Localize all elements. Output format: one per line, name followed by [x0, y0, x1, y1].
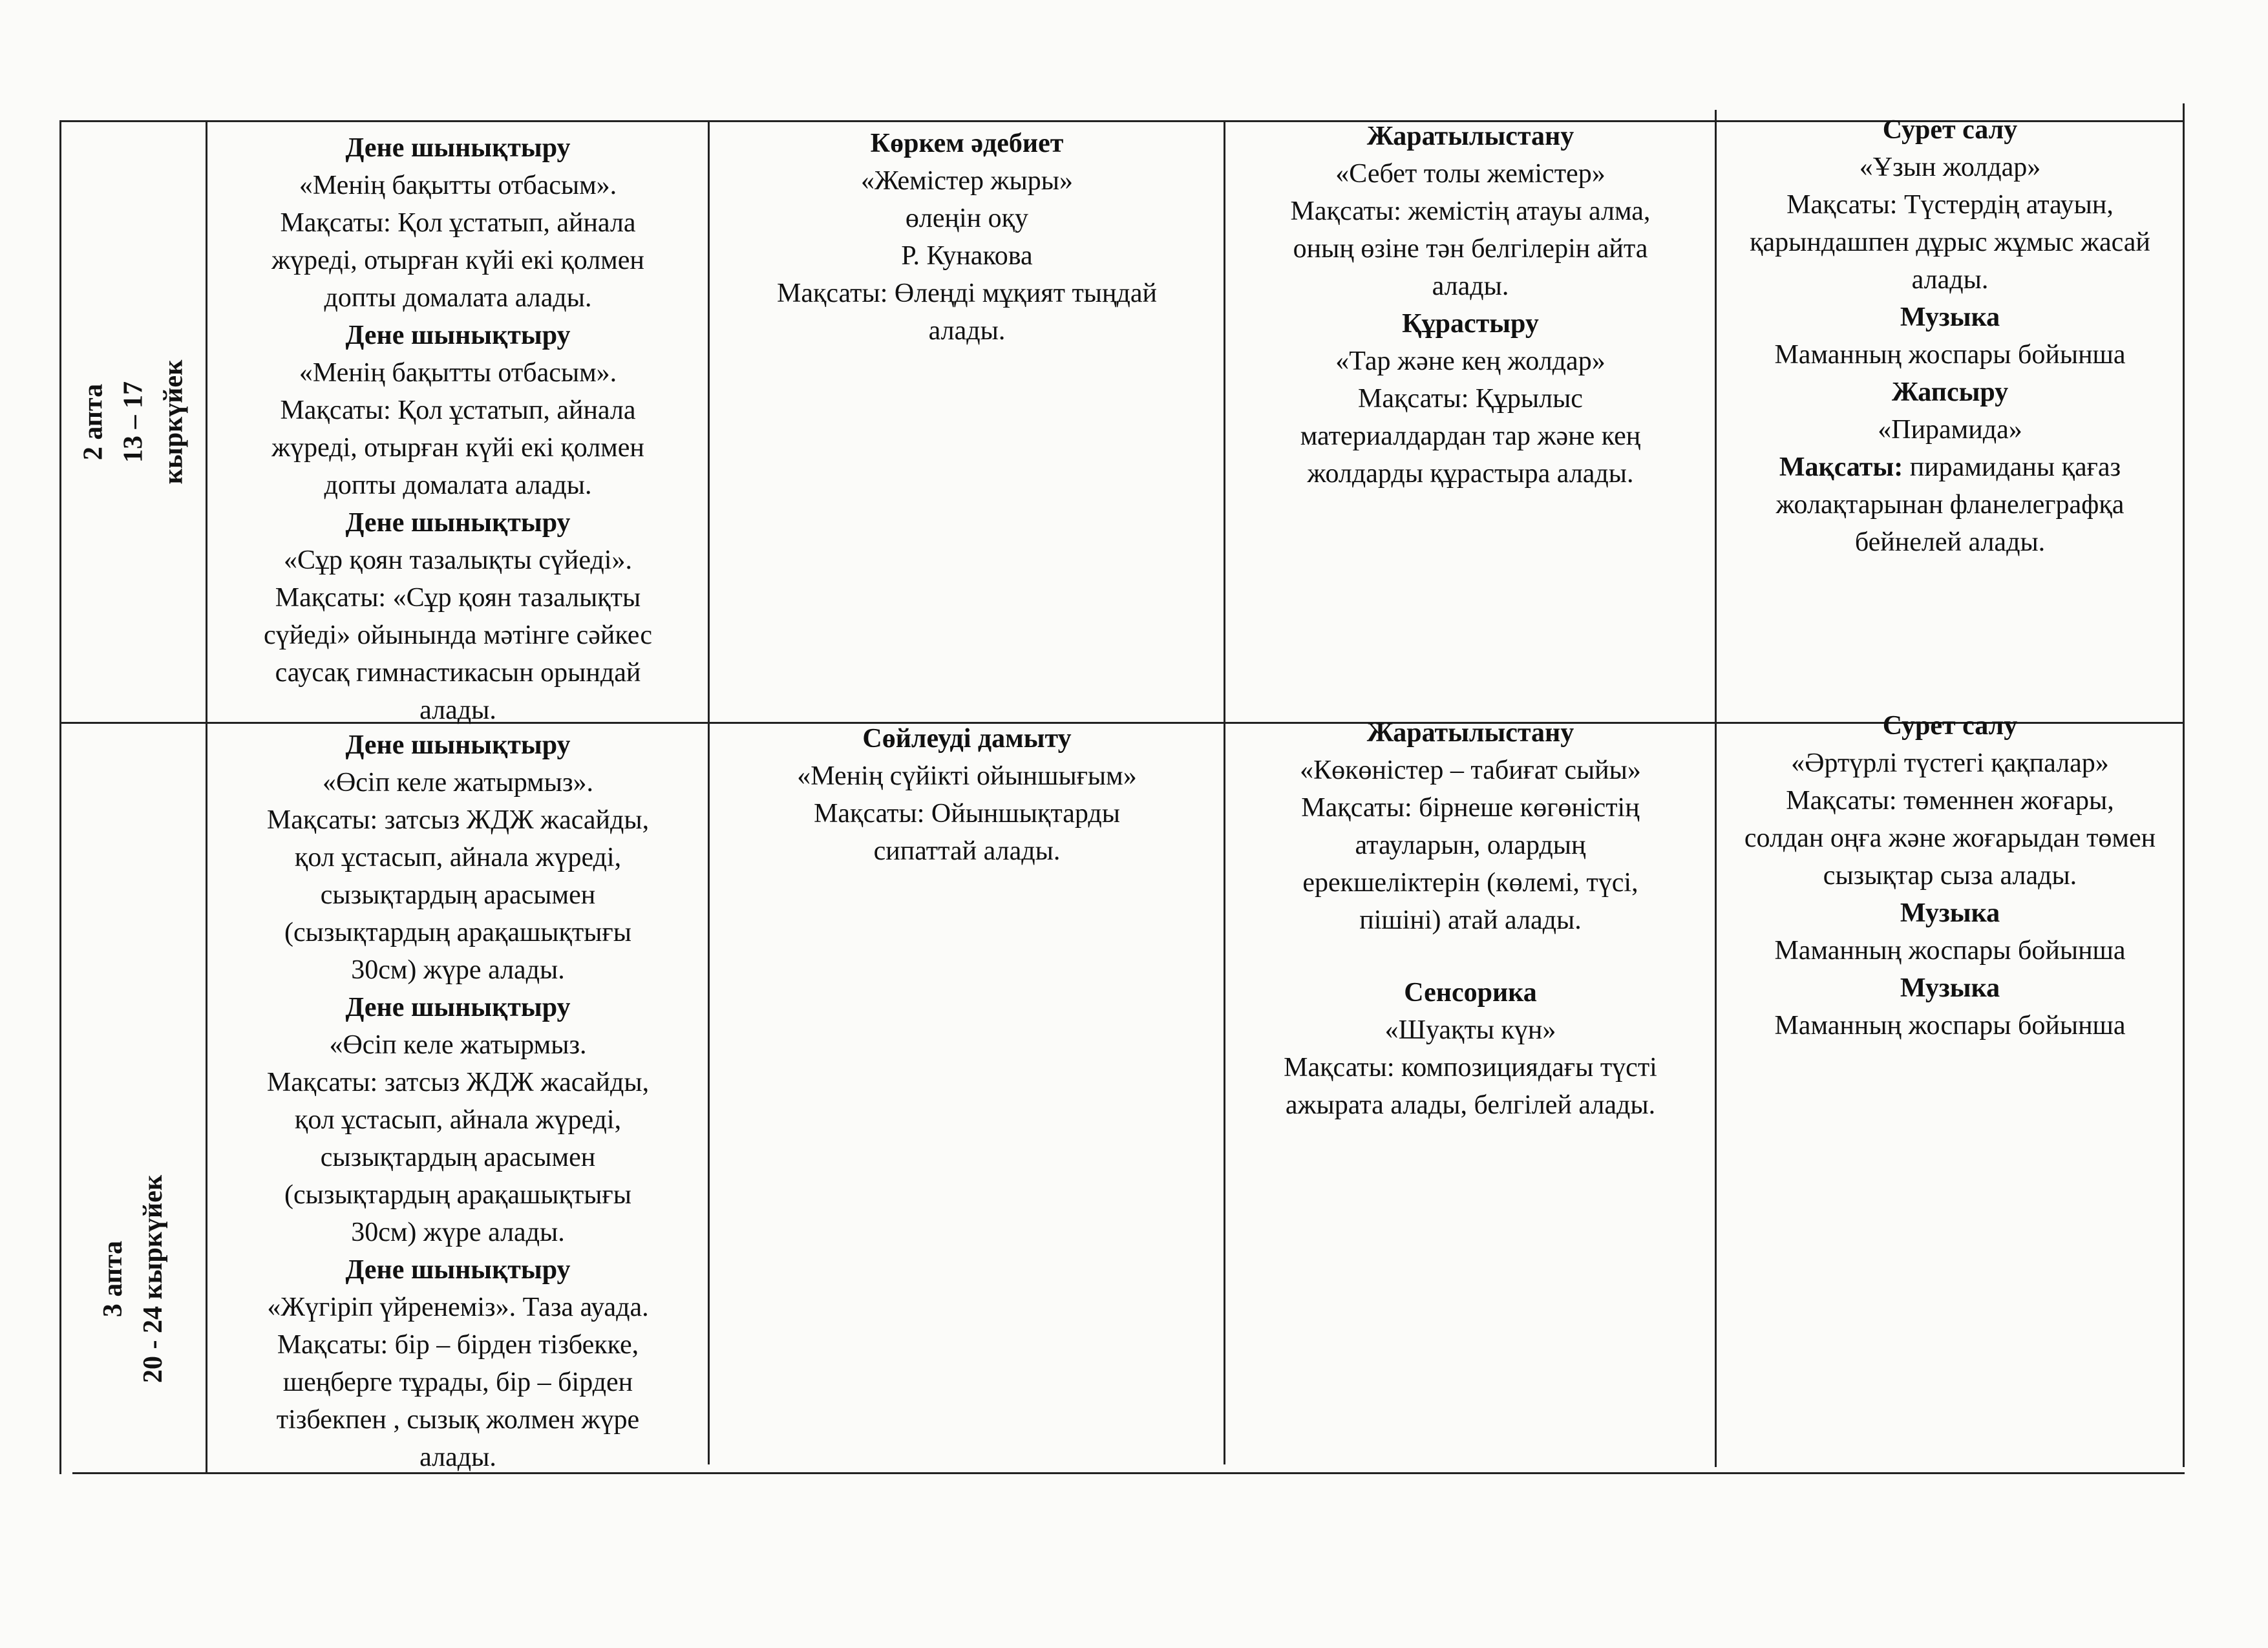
lesson-text-line: қол ұстасып, айнала жүреді,: [294, 843, 622, 872]
lesson-cell: [1226, 118, 1715, 492]
lesson-text-line: Маманның жоспары бойынша: [1774, 936, 2126, 966]
lesson-text-line: «Шуақты күн»: [1384, 1015, 1556, 1045]
lesson-text-line: (сызықтардың арақашықтығы: [284, 1180, 631, 1210]
lesson-text-line: қарындашпен дұрыс жұмыс жасай: [1750, 227, 2150, 257]
table-col-divider: [708, 120, 710, 1464]
subject-title: Жапсыру: [1891, 377, 2009, 407]
week-dates: 20 - 24 кыркүйек: [138, 1174, 169, 1384]
lesson-text-line: Мақсаты: жемістің атауы алма,: [1290, 196, 1651, 226]
lesson-text-line: Мақсаты: «Сұр қоян тазалықты: [275, 583, 641, 613]
subject-title: Дене шынықтыру: [345, 993, 571, 1022]
lesson-text-line: өлеңін оқу: [905, 204, 1029, 233]
lesson-text-line: бейнелей алады.: [1854, 527, 2046, 557]
lesson-text-line: алады.: [419, 1442, 496, 1472]
lesson-text-line: «Көкөністер – табиғат сыйы»: [1300, 755, 1641, 785]
lesson-text-line: Мақсаты: Ойыншықтарды: [814, 799, 1120, 829]
lesson-text-line: саусақ гимнастикасын орындай: [275, 658, 641, 688]
lesson-text-line: ажырата алады, белгілей алады.: [1285, 1090, 1656, 1120]
lesson-text-line: «Сұр қоян тазалықты сүйеді».: [284, 545, 632, 575]
week-number: 2 апта: [78, 383, 109, 461]
lesson-cell: [208, 726, 708, 1476]
lesson-text-line: «Өсіп келе жатырмыз.: [329, 1030, 587, 1060]
table-right-border: [2183, 103, 2185, 1467]
lesson-text-line: пішіні) атай алады.: [1359, 905, 1582, 935]
week-month: кыркүйек: [158, 359, 189, 485]
lesson-text-line: «Пирамида»: [1878, 415, 2022, 445]
lesson-text-line: Мақсаты: Құрылыс: [1358, 384, 1583, 414]
goal-text: пирамиданы қағаз: [1903, 452, 2121, 482]
week-number: 3 апта: [98, 1240, 129, 1318]
subject-title: Сурет салу: [1882, 115, 2018, 145]
lesson-text-line: жүреді, отырған күйі екі қолмен: [271, 433, 644, 463]
table-col-divider: [206, 120, 207, 1474]
subject-title: Көркем әдебиет: [870, 129, 1064, 158]
lesson-text-line: [1717, 449, 2183, 486]
lesson-text-line: Мақсаты: Өлеңді мұқият тыңдай: [777, 279, 1157, 308]
lesson-text-line: 30см) жүре алады.: [351, 1218, 565, 1247]
week-label: [74, 360, 194, 485]
lesson-text-line: Мақсаты: затсыз ЖДЖ жасайды,: [266, 1068, 650, 1097]
lesson-text-line: «Тар және кең жолдар»: [1335, 346, 1606, 376]
subject-title: Музыка: [1900, 302, 2000, 332]
goal-label: Мақсаты:: [1779, 452, 1903, 482]
lesson-text-line: шеңберге тұрады, бір – бірден: [282, 1368, 633, 1397]
lesson-text-line: ерекшеліктерін (көлемі, түсі,: [1302, 868, 1638, 898]
lesson-text-line: тізбекпен , сызық жолмен жүре: [276, 1405, 640, 1435]
week-label-cell: [61, 724, 206, 1472]
lesson-text-line: алады.: [419, 695, 496, 725]
lesson-text-line: «Менің бақытты отбасым».: [299, 171, 617, 200]
lesson-text-line: сипаттай алады.: [873, 836, 1061, 866]
lesson-text-line: сызықтардың арасымен: [320, 1143, 596, 1172]
lesson-text-line: допты домалата алады.: [324, 283, 592, 313]
subject-title: Құрастыру: [1402, 309, 1539, 339]
lesson-text-line: Маманның жоспары бойынша: [1774, 340, 2126, 370]
lesson-text-line: Р. Кунакова: [901, 241, 1033, 271]
subject-title: Дене шынықтыру: [345, 508, 571, 538]
subject-title: Сенсорика: [1404, 978, 1537, 1008]
subject-title: Музыка: [1900, 898, 2000, 928]
lesson-text-line: материалдардан тар және кең: [1300, 421, 1641, 451]
lesson-text-line: алады.: [928, 316, 1006, 346]
subject-title: Сөйлеуді дамыту: [862, 724, 1072, 754]
lesson-text-line: алады.: [1911, 265, 1989, 295]
lesson-cell: [710, 125, 1224, 350]
lesson-text-line: «Жемістер жыры»: [861, 166, 1073, 196]
week-label: [94, 1175, 174, 1383]
lesson-text-line: Мақсаты: затсыз ЖДЖ жасайды,: [266, 805, 650, 835]
subject-title: Музыка: [1900, 973, 2000, 1003]
table-col-divider: [1715, 110, 1717, 1467]
lesson-text-line: сызықтар сыза алады.: [1823, 861, 2077, 891]
lesson-text-line: «Өсіп келе жатырмыз».: [322, 768, 594, 798]
subject-title: Дене шынықтыру: [345, 730, 571, 760]
subject-title: Дене шынықтыру: [345, 133, 571, 163]
subject-title: Дене шынықтыру: [345, 321, 571, 350]
lesson-cell: [710, 720, 1224, 870]
lesson-text-line: «Ұзын жолдар»: [1859, 153, 2041, 182]
lesson-text-line: «Жүгіріп үйренеміз». Таза ауада.: [267, 1293, 649, 1322]
lesson-cell: [208, 129, 708, 729]
lesson-cell: [1226, 714, 1715, 1124]
lesson-cell: [1717, 111, 2183, 561]
lesson-text-line: жүреді, отырған күйі екі қолмен: [271, 246, 644, 275]
spacer: [1226, 939, 1715, 974]
lesson-text-line: жолдарды құрастыра алады.: [1307, 459, 1634, 489]
lesson-text-line: Мақсаты: композициядағы түсті: [1284, 1053, 1657, 1083]
lesson-text-line: (сызықтардың арақашықтығы: [284, 918, 631, 947]
lesson-text-line: Мақсаты: Түстердің атауын,: [1786, 190, 2114, 220]
lesson-text-line: «Менің сүйікті ойыншығым»: [797, 761, 1137, 791]
subject-title: Дене шынықтыру: [345, 1255, 571, 1285]
lesson-text-line: жолақтарынан фланелеграфқа: [1775, 490, 2125, 520]
lesson-text-line: Мақсаты: бірнеше көгөністің: [1301, 793, 1640, 823]
lesson-cell: [1717, 707, 2183, 1044]
lesson-text-line: оның өзіне тән белгілерін айта: [1293, 234, 1648, 264]
lesson-text-line: Маманның жоспары бойынша: [1774, 1011, 2126, 1041]
lesson-text-line: допты домалата алады.: [324, 470, 592, 500]
lesson-text-line: қол ұстасып, айнала жүреді,: [294, 1105, 622, 1135]
table-col-divider: [1224, 120, 1225, 1464]
subject-title: Сурет салу: [1882, 711, 2018, 741]
lesson-text-line: Мақсаты: төменнен жоғары,: [1786, 786, 2114, 816]
lesson-text-line: солдан оңға және жоғарыдан төмен: [1744, 823, 2156, 853]
lesson-text-line: сүйеді» ойынында мәтінге сәйкес: [263, 620, 653, 650]
lesson-text-line: «Себет толы жемістер»: [1335, 159, 1606, 189]
lesson-text-line: «Менің бақытты отбасым».: [299, 358, 617, 388]
week-label-cell: [61, 122, 206, 722]
subject-title: Жаратылыстану: [1366, 121, 1574, 151]
lesson-text-line: Мақсаты: Қол ұстатып, айнала: [280, 208, 636, 238]
lesson-text-line: сызықтардың арасымен: [320, 880, 596, 910]
lesson-text-line: «Әртүрлі түстегі қақпалар»: [1791, 748, 2109, 778]
lesson-text-line: алады.: [1432, 271, 1509, 301]
week-dates: 13 – 17: [118, 381, 149, 463]
lesson-text-line: 30см) жүре алады.: [351, 955, 565, 985]
subject-title: Жаратылыстану: [1366, 718, 1574, 748]
lesson-text-line: Мақсаты: бір – бірден тізбекке,: [277, 1330, 639, 1360]
lesson-text-line: атауларын, олардың: [1355, 830, 1586, 860]
lesson-text-line: Мақсаты: Қол ұстатып, айнала: [280, 396, 636, 425]
